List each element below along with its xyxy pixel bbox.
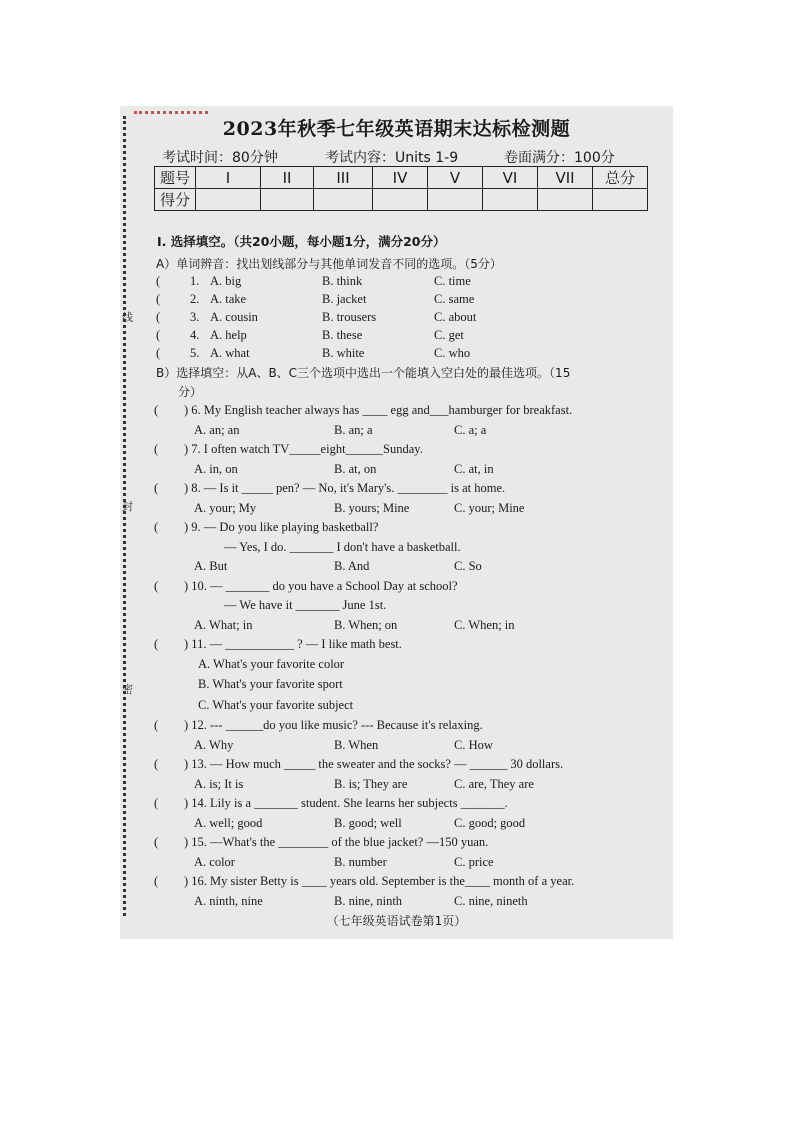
answer-paren: ( xyxy=(154,757,159,771)
option-c: C. same xyxy=(434,292,475,306)
answer-paren: ( xyxy=(154,637,159,651)
item-number: 1. xyxy=(190,274,200,288)
option: B. nine, ninth xyxy=(334,893,403,908)
score-table-label: 得分 xyxy=(155,189,196,211)
option: C. How xyxy=(454,737,493,752)
section-title: Ⅰ. 选择填空。（共20小题，每小题1分，满分20分） xyxy=(157,234,446,249)
option: A. is; It is xyxy=(194,776,244,791)
option: C. When; in xyxy=(454,617,515,632)
side-mark-secret: 密 xyxy=(122,684,133,696)
option: B. And xyxy=(334,559,370,573)
option-b: B. think xyxy=(322,274,363,288)
option: A. color xyxy=(194,854,235,869)
question-stem: ) 8. — Is it _____ pen? — No, it's Mary's. ________ is at home. xyxy=(184,481,506,495)
question-stem: ) 12. --- ______do you like music? --- Because it's relaxing. xyxy=(184,718,483,732)
score-header: I xyxy=(196,167,261,189)
option: A. Why xyxy=(194,737,234,752)
item-number: 3. xyxy=(190,310,200,324)
question-stem: ) 16. My sister Betty is ____ years old. September is the____ month of a year. xyxy=(184,874,575,888)
option: A. ninth, nine xyxy=(194,893,263,908)
option: A. But xyxy=(194,559,228,573)
option: A. in, on xyxy=(194,461,238,476)
score-cell[interactable] xyxy=(373,189,428,211)
red-mark xyxy=(134,106,208,114)
option-c: C. time xyxy=(434,274,471,288)
score-header: 总分 xyxy=(593,167,648,189)
question-stem: ) 14. Lily is a _______ student. She learns her subjects _______. xyxy=(184,796,508,810)
option: B. good; well xyxy=(334,815,402,830)
option-a: A. take xyxy=(210,292,247,306)
answer-paren: ( xyxy=(154,835,159,849)
answer-paren: ( xyxy=(156,274,161,288)
score-cell[interactable] xyxy=(593,189,648,211)
score-cell[interactable] xyxy=(261,189,314,211)
score-header: II xyxy=(261,167,314,189)
score-header: VI xyxy=(483,167,538,189)
exam-full-score: 卷面满分：100分 xyxy=(504,150,615,166)
question-stem: ) 10. — _______ do you have a School Day at school? xyxy=(184,578,458,593)
item-number: 5. xyxy=(190,346,200,360)
option-b: B. these xyxy=(322,328,363,342)
option-c: C. about xyxy=(434,310,477,324)
binding-line xyxy=(123,116,130,916)
exam-content: 考试内容：Units 1-9 xyxy=(325,150,459,166)
score-header: IV xyxy=(373,167,428,189)
option: C. What's your favorite subject xyxy=(198,697,354,712)
item-number: 4. xyxy=(190,328,200,342)
option: C. a; a xyxy=(454,422,487,437)
option: B. at, on xyxy=(334,461,377,476)
option: C. are, They are xyxy=(454,776,534,791)
score-table-label: 题号 xyxy=(155,167,196,189)
question-stem: ) 15. —What's the ________ of the blue jacket? —150 yuan. xyxy=(184,835,489,849)
option: B. What's your favorite sport xyxy=(198,677,343,691)
question-stem-cont: — Yes, I do. _______ I don't have a basketball. xyxy=(224,539,461,554)
answer-paren: ( xyxy=(156,310,161,324)
option: C. nine, nineth xyxy=(454,893,528,908)
option: B. number xyxy=(334,854,387,869)
score-cell[interactable] xyxy=(538,189,593,211)
option: C. price xyxy=(454,854,494,869)
score-header: VII xyxy=(538,167,593,189)
part-a-instruction: A）单词辨音：找出划线部分与其他单词发音不同的选项。（5分） xyxy=(156,257,502,271)
option-b: B. white xyxy=(322,346,365,360)
option: B. is; They are xyxy=(334,776,408,791)
exam-paper xyxy=(120,106,673,939)
score-cell[interactable] xyxy=(483,189,538,211)
side-mark-seal: 封 xyxy=(122,501,133,513)
score-header: III xyxy=(314,167,373,189)
option-b: B. trousers xyxy=(322,310,377,324)
answer-paren: ( xyxy=(154,520,159,534)
exam-title: 2023年秋季七年级英语期末达标检测题 xyxy=(222,118,571,140)
option-a: A. what xyxy=(210,346,250,360)
question-stem: ) 7. I often watch TV_____eight______Sunday. xyxy=(184,442,423,456)
answer-paren: ( xyxy=(154,874,159,888)
part-b-instruction-cont: 分） xyxy=(178,385,203,399)
option-a: A. cousin xyxy=(210,310,258,324)
answer-paren: ( xyxy=(154,718,159,732)
option-a: A. big xyxy=(210,274,242,288)
option: B. yours; Mine xyxy=(334,500,410,515)
score-table xyxy=(154,166,648,211)
score-cell[interactable] xyxy=(196,189,261,211)
question-stem-cont: — We have it _______ June 1st. xyxy=(224,598,387,612)
answer-paren: ( xyxy=(154,578,159,593)
answer-paren: ( xyxy=(156,328,161,342)
option: B. an; a xyxy=(334,422,373,437)
side-mark-line: 线 xyxy=(122,312,133,324)
score-cell[interactable] xyxy=(314,189,373,211)
option: A. well; good xyxy=(194,815,263,830)
page-footer: （七年级英语试卷第1页） xyxy=(326,914,467,928)
answer-paren: ( xyxy=(154,481,159,495)
exam-time: 考试时间：80分钟 xyxy=(162,150,278,166)
answer-paren: ( xyxy=(156,346,161,360)
answer-paren: ( xyxy=(154,442,159,456)
option: C. your; Mine xyxy=(454,500,525,515)
option-a: A. help xyxy=(210,328,247,342)
question-stem: ) 9. — Do you like playing basketball? xyxy=(184,520,379,534)
question-stem: ) 13. — How much _____ the sweater and the socks? — ______ 30 dollars. xyxy=(184,757,564,771)
part-b-instruction: B）选择填空：从A、B、C三个选项中选出一个能填入空白处的最佳选项。（15 xyxy=(156,366,571,380)
option-c: C. who xyxy=(434,346,471,360)
option: A. What's your favorite color xyxy=(198,656,345,671)
option: A. an; an xyxy=(194,422,240,437)
option: C. So xyxy=(454,559,482,573)
option: C. good; good xyxy=(454,815,526,830)
item-number: 2. xyxy=(190,292,200,306)
option: A. What; in xyxy=(194,617,253,632)
score-header: V xyxy=(428,167,483,189)
option: B. When; on xyxy=(334,617,398,632)
question-stem: ) 11. — ___________ ? — I like math best. xyxy=(184,637,402,651)
option-b: B. jacket xyxy=(322,292,367,306)
answer-paren: ( xyxy=(156,292,161,306)
question-stem: ) 6. My English teacher always has ____ egg and___hamburger for breakfast. xyxy=(184,403,573,417)
option: C. at, in xyxy=(454,461,494,476)
answer-paren: ( xyxy=(154,796,159,810)
option: B. When xyxy=(334,737,379,752)
answer-paren: ( xyxy=(154,403,159,417)
option: A. your; My xyxy=(194,500,257,515)
score-cell[interactable] xyxy=(428,189,483,211)
option-c: C. get xyxy=(434,328,464,342)
